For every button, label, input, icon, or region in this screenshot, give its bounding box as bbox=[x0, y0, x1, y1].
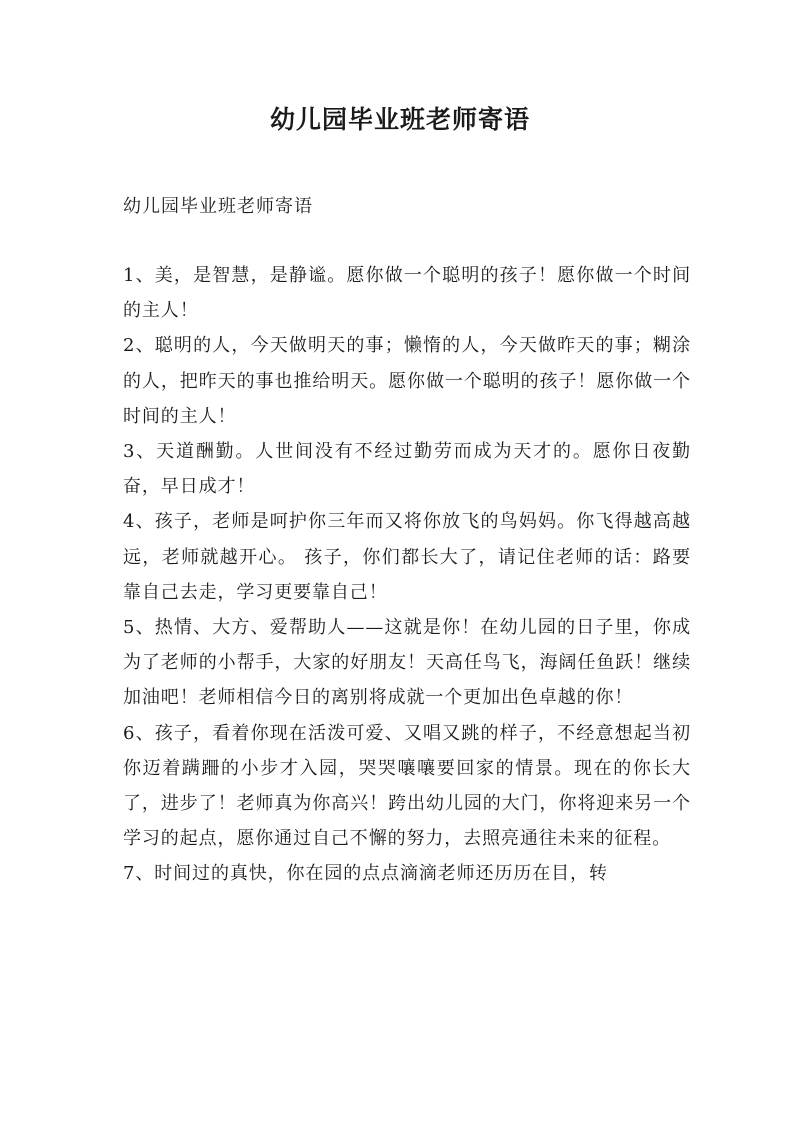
paragraph-3: 3、天道酬勤。人世间没有不经过勤劳而成为天才的。愿你日夜勤奋，早日成才！ bbox=[123, 441, 691, 498]
paragraph-1: 1、美，是智慧，是静谧。愿你做一个聪明的孩子！愿你做一个时间的主人！ bbox=[123, 265, 691, 322]
paragraph-7: 7、时间过的真快，你在园的点点滴滴老师还历历在目，转 bbox=[123, 863, 608, 885]
document-body bbox=[123, 258, 691, 892]
document-subtitle: 幼儿园毕业班老师寄语 bbox=[123, 196, 313, 217]
paragraph-2: 2、聪明的人，今天做明天的事；懒惰的人，今天做昨天的事；糊涂的人，把昨天的事也推给明天。愿你做一个聪明的孩子！愿你做一个时间的主人！ bbox=[123, 335, 691, 427]
paragraph-4: 4、孩子，老师是呵护你三年而又将你放飞的鸟妈妈。你飞得越高越远，老师就越开心。 孩子，你们都长大了，请记住老师的话：路要靠自己去走，学习更要靠自己！ bbox=[123, 511, 691, 603]
document-title: 幼儿园毕业班老师寄语 bbox=[269, 105, 530, 134]
paragraph-5: 5、热情、大方、爱帮助人——这就是你！在幼儿园的日子里，你成为了老师的小帮手，大家的好朋友！天高任鸟飞，海阔任鱼跃！继续加油吧！老师相信今日的离别将成就一个更加出色卓越的你！ bbox=[123, 617, 691, 709]
paragraph-6: 6、孩子，看着你现在活泼可爱、又唱又跳的样子，不经意想起当初你迈着蹒跚的小步才入园，哭哭嚷嚷要回家的情景。现在的你长大了，进步了！老师真为你高兴！跨出幼儿园的大门，你将迎来另一个学习的起点，愿你通过自己不懈的努力，去照亮通往未来的征程。 bbox=[123, 722, 691, 850]
